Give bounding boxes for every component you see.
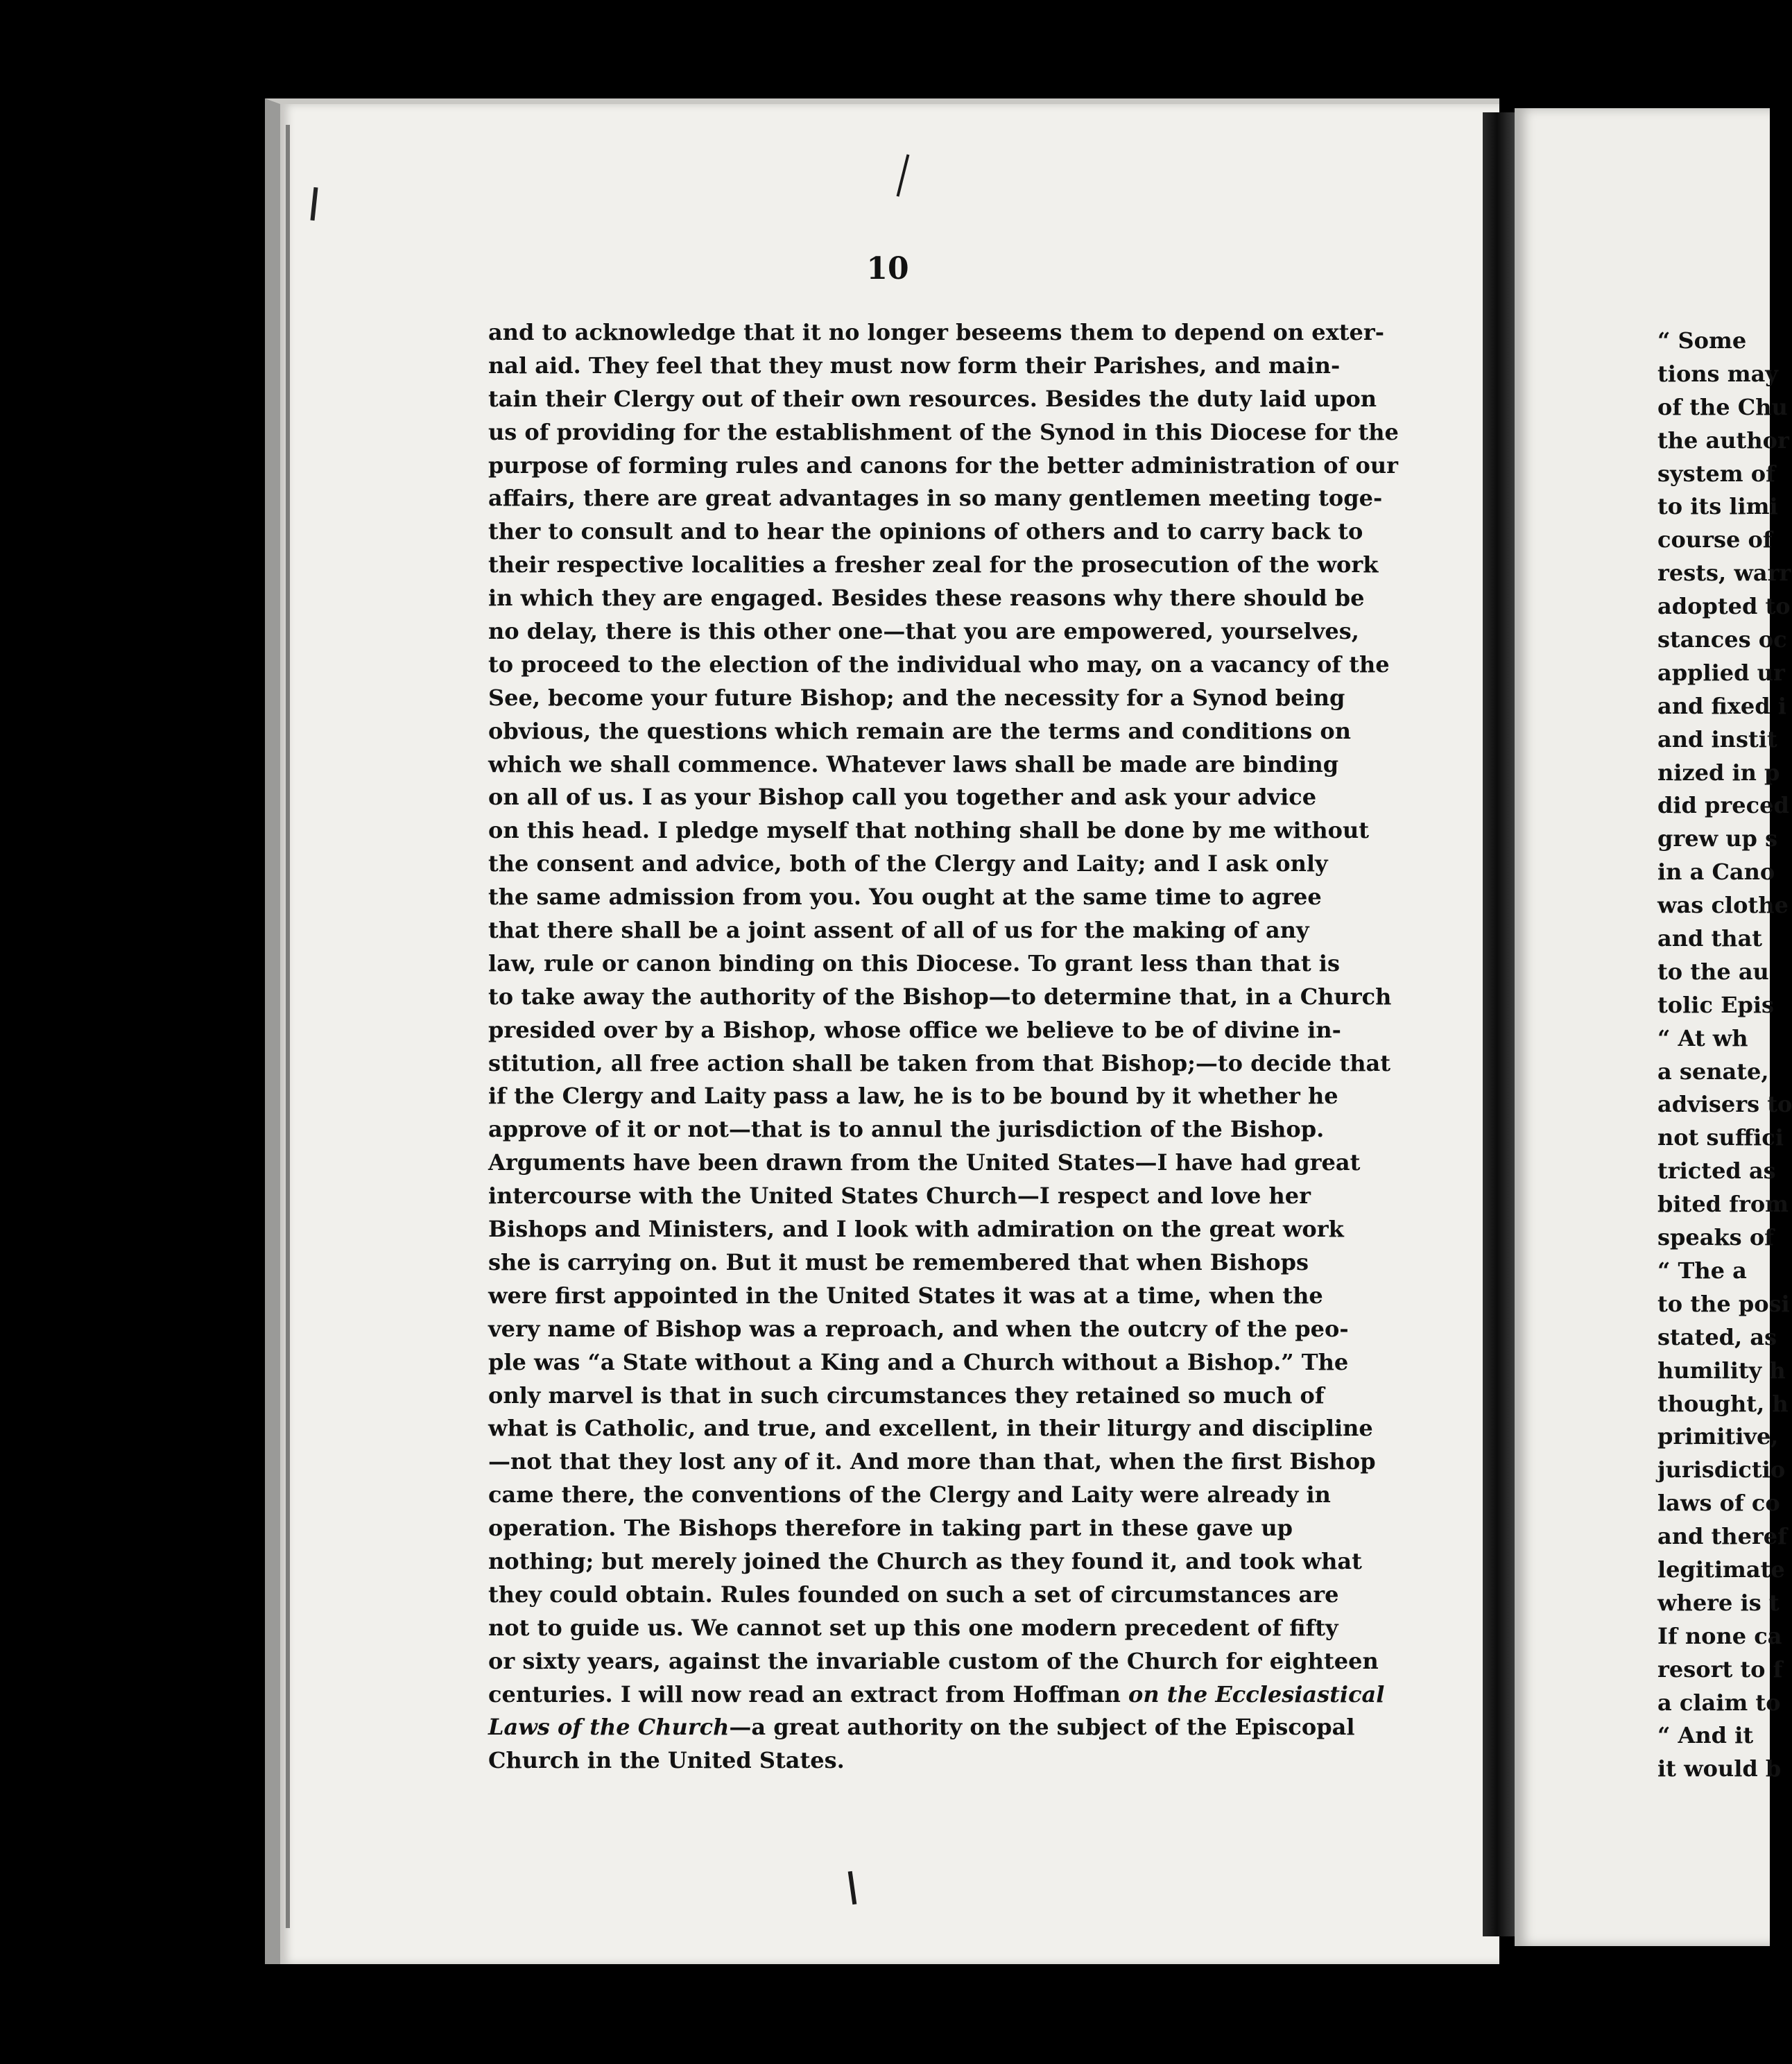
text-line: thought, h <box>1657 1390 1789 1417</box>
text-line: See, become your future Bishop; and the necessity for a Synod being <box>488 684 1345 711</box>
text-line: primitive, <box>1657 1423 1779 1450</box>
text-line: grew up s <box>1657 825 1778 852</box>
text-line: and to acknowledge that it no longer beseems them to depend on exter- <box>488 319 1384 345</box>
text-line: tain their Clergy out of their own resources. Besides the duty laid upon <box>488 385 1377 412</box>
text-line: to take away the authority of the Bishop—to determine that, in a Church <box>488 983 1392 1010</box>
text-line: operation. The Bishops therefore in taking part in these gave up <box>488 1515 1293 1542</box>
text-line: of the Chu <box>1657 393 1788 420</box>
text-line: stitution, all free action shall be taken from that Bishop;—to decide that <box>488 1049 1390 1076</box>
text-line: adopted to <box>1657 593 1791 620</box>
text-line: intercourse with the United States Church—I respect and love her <box>488 1182 1311 1210</box>
text-line: tions may <box>1657 360 1778 387</box>
text-line: “ And it <box>1657 1722 1754 1749</box>
text-line: stances oc <box>1657 626 1787 653</box>
text-line: not suffici <box>1657 1124 1784 1151</box>
text-line: came there, the conventions of the Clergy and Laity were already in <box>488 1481 1331 1508</box>
text-line: applied ur <box>1657 659 1785 686</box>
text-line: presided over by a Bishop, whose office we believe to be of divine in- <box>488 1016 1341 1043</box>
text-line: humility h <box>1657 1357 1786 1384</box>
text-line: it would b <box>1657 1755 1782 1782</box>
italic-title: Laws of the Church <box>488 1714 730 1741</box>
text-line: the same admission from you. You ought at the same time to agree <box>488 884 1322 911</box>
text-line: was clothe <box>1657 892 1789 919</box>
text-line: or sixty years, against the invariable custom of the Church for eighteen <box>488 1647 1379 1674</box>
text-line: jurisdictio <box>1657 1456 1786 1484</box>
text-line: in which they are engaged. Besides these reasons why there should be <box>488 585 1365 612</box>
text-line: on this head. I pledge myself that nothing shall be done by me without <box>488 817 1369 844</box>
text-line: speaks of <box>1657 1224 1774 1251</box>
text-line: resort to f <box>1657 1656 1783 1683</box>
text-line: the author <box>1657 427 1789 454</box>
text-line: legitimate <box>1657 1556 1785 1583</box>
text-line: nothing; but merely joined the Church as they found it, and took what <box>488 1547 1362 1574</box>
text-line: obvious, the questions which remain are the terms and conditions on <box>488 717 1351 744</box>
text-line: nized in p <box>1657 759 1780 786</box>
text-line: in a Cano <box>1657 859 1775 886</box>
text-line: “ The a <box>1657 1257 1747 1284</box>
text-line: approve of it or not—that is to annul the jurisdiction of the Bishop. <box>488 1116 1325 1143</box>
text-line: on all of us. I as your Bishop call you together and ask your advice <box>488 784 1317 811</box>
text-line: Bishops and Ministers, and I look with admiration on the great work <box>488 1216 1344 1243</box>
text-line: laws of co <box>1657 1490 1780 1517</box>
text-line: if the Clergy and Laity pass a law, he is to be bound by it whether he <box>488 1083 1338 1110</box>
text-line: what is Catholic, and true, and excellent, in their liturgy and discipline <box>488 1415 1373 1442</box>
text-line: were first appointed in the United States it was at a time, when the <box>488 1282 1323 1309</box>
text-line: not to guide us. We cannot set up this one modern precedent of fifty <box>488 1614 1338 1641</box>
text-line: did preced <box>1657 792 1789 819</box>
text-line: Church in the United States. <box>488 1747 845 1774</box>
text-line: and theref <box>1657 1523 1787 1550</box>
text-line: very name of Bishop was a reproach, and when the outcry of the peo- <box>488 1315 1349 1342</box>
text-line: to the posi <box>1657 1290 1790 1317</box>
text-line: law, rule or canon binding on this Diocese. To grant less than that is <box>488 949 1340 977</box>
text-line: to proceed to the election of the individual who may, on a vacancy of the <box>488 651 1390 678</box>
right-page-text <box>1657 325 1792 1786</box>
text-line: —not that they lost any of it. And more than that, when the first Bishop <box>488 1448 1376 1475</box>
text-line: which we shall commence. Whatever laws shall be made are binding <box>488 750 1339 777</box>
text-line: and fixed i <box>1657 692 1786 719</box>
text-line: “ At wh <box>1657 1024 1748 1051</box>
text-line: nal aid. They feel that they must now form their Parishes, and main- <box>488 352 1341 379</box>
text-line: that there shall be a joint assent of all of us for the making of any <box>488 917 1309 944</box>
text-line: ther to consult and to hear the opinions of others and to carry back to <box>488 518 1363 545</box>
text-line: Laws of the Church—a great authority on the subject of the Episcopal <box>488 1714 1355 1741</box>
text-line: system of <box>1657 460 1775 487</box>
text-line: they could obtain. Rules founded on such a set of circumstances are <box>488 1581 1339 1608</box>
text-line: purpose of forming rules and canons for the better administration of our <box>488 452 1398 479</box>
text-line: us of providing for the establishment of the Synod in this Diocese for the <box>488 418 1399 445</box>
text-line: rests, warr <box>1657 560 1791 587</box>
text-line: tolic Epis <box>1657 991 1774 1018</box>
text-line: the consent and advice, both of the Clergy and Laity; and I ask only <box>488 850 1328 877</box>
text-line: she is carrying on. But it must be remembered that when Bishops <box>488 1248 1309 1275</box>
left-page-text <box>488 316 1399 1778</box>
text-line: only marvel is that in such circumstances they retained so much of <box>488 1382 1325 1409</box>
text-line: a senate, <box>1657 1058 1769 1085</box>
text-line: to the au <box>1657 958 1769 985</box>
text-line: course of <box>1657 526 1773 553</box>
text-line: tricted as <box>1657 1158 1776 1185</box>
italic-title: on the Ecclesiastical <box>1128 1680 1385 1708</box>
text-line: a claim to <box>1657 1689 1781 1716</box>
text-line: their respective localities a fresher zeal for the prosecution of the work <box>488 551 1379 578</box>
text-line: and instit <box>1657 725 1777 752</box>
book-spine <box>1483 112 1515 1936</box>
text-line: stated, as <box>1657 1323 1777 1350</box>
text-line: Arguments have been drawn from the United States—I have had great <box>488 1149 1361 1176</box>
text-line: If none ca <box>1657 1622 1782 1649</box>
text-line: to its limi <box>1657 493 1778 520</box>
text-line: and that <box>1657 925 1763 952</box>
text-line: centuries. I will now read an extract from Hoffman on the Ecclesiastical <box>488 1680 1385 1708</box>
text-line: no delay, there is this other one—that you are empowered, yourselves, <box>488 618 1359 645</box>
text-line: ple was “a State without a King and a Church without a Bishop.” The <box>488 1348 1349 1375</box>
text-line: where is t <box>1657 1589 1780 1616</box>
text-line: advisers to <box>1657 1091 1792 1118</box>
text-line: “ Some <box>1657 327 1747 354</box>
text-line: affairs, there are great advantages in so many gentlemen meeting toge- <box>488 485 1383 512</box>
page-number: 10 <box>866 251 909 286</box>
text-line: bited from <box>1657 1191 1789 1218</box>
